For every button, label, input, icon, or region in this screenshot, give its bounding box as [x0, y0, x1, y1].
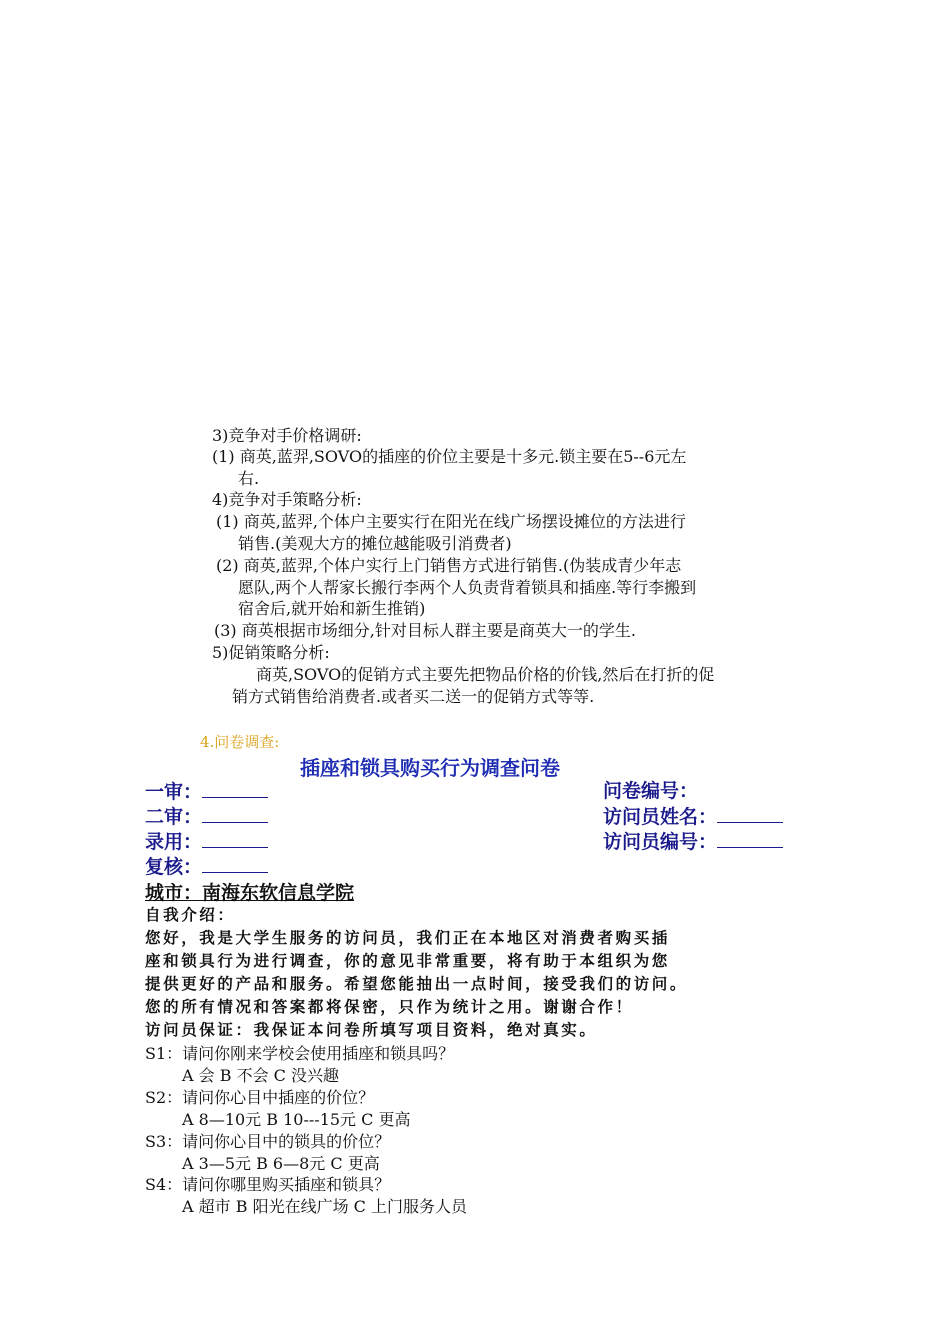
question-s3: S3：请问你心目中的锁具的价位？	[145, 1132, 391, 1151]
record-field	[145, 829, 268, 854]
review1-blank[interactable]	[202, 779, 268, 798]
question-s2: S2：请问你心目中插座的价位？	[145, 1088, 375, 1107]
intro-line-4: 您的所有情况和答案都将保密，只作为统计之用。谢谢合作！	[145, 998, 634, 1016]
recheck-label: 复核：	[145, 856, 203, 878]
review2-field	[145, 804, 268, 829]
price-research-heading: 3)竞争对手价格调研:	[212, 426, 362, 445]
answer-s1: A 会 B 不会 C 没兴趣	[182, 1066, 339, 1085]
strategy-item-1-cont: 销售.(美观大方的摊位越能吸引消费者)	[238, 534, 512, 553]
promo-text: 商英,SOVO的促销方式主要先把物品价格的价钱,然后在打折的促	[256, 665, 715, 684]
strategy-item-1: (1) 商英,蓝羿,个体户主要实行在阳光在线广场摆设摊位的方法进行	[216, 512, 686, 531]
city-line: 城市：南海东软信息学院	[145, 882, 355, 904]
review2-label: 二审：	[145, 806, 203, 828]
record-blank[interactable]	[202, 829, 268, 848]
interviewer-name-label: 访问员姓名：	[603, 806, 718, 828]
questionnaire-no-field	[603, 779, 698, 803]
interviewer-guarantee: 访问员保证：我保证本问卷所填写项目资料，绝对真实。	[145, 1021, 598, 1039]
price-item-1-cont: 右.	[238, 469, 260, 488]
survey-section-label: 4.问卷调查:	[200, 733, 280, 751]
recheck-blank[interactable]	[202, 854, 268, 873]
review1-field	[145, 779, 268, 804]
promo-text-cont: 销方式销售给消费者.或者买二送一的促销方式等等.	[232, 687, 595, 706]
price-item-1: (1) 商英,蓝羿,SOVO的插座的价位主要是十多元.锁主要在5--6元左	[212, 447, 687, 466]
record-label: 录用：	[145, 831, 203, 853]
intro-heading: 自我介绍：	[145, 906, 236, 924]
questionnaire-no-label: 问卷编号：	[603, 780, 699, 802]
answer-s3: A 3—5元 B 6—8元 C 更高	[182, 1154, 380, 1173]
question-s4: S4：请问你哪里购买插座和锁具？	[145, 1175, 391, 1194]
answer-s4: A 超市 B 阳光在线广场 C 上门服务人员	[182, 1197, 467, 1216]
interviewer-name-blank[interactable]	[717, 804, 783, 823]
question-s1: S1：请问你刚来学校会使用插座和锁具吗？	[145, 1044, 455, 1063]
intro-line-3: 提供更好的产品和服务。希望您能抽出一点时间，接受我们的访问。	[145, 975, 689, 993]
recheck-field	[145, 854, 268, 879]
interviewer-name-field	[603, 804, 783, 829]
review2-blank[interactable]	[202, 804, 268, 823]
survey-title: 插座和锁具购买行为调查问卷	[300, 756, 560, 780]
interviewer-no-field	[603, 829, 783, 854]
interviewer-no-label: 访问员编号：	[603, 831, 718, 853]
strategy-heading: 4)竞争对手策略分析:	[212, 490, 362, 509]
strategy-item-2-cont: 愿队,两个人帮家长搬行李两个人负责背着锁具和插座.等行李搬到	[238, 578, 697, 597]
strategy-item-2-cont2: 宿舍后,就开始和新生推销)	[238, 599, 426, 618]
promo-heading: 5)促销策略分析:	[212, 643, 330, 662]
strategy-item-3: (3) 商英根据市场细分,针对目标人群主要是商英大一的学生.	[214, 621, 636, 640]
answer-s2: A 8—10元 B 10---15元 C 更高	[182, 1110, 411, 1129]
intro-line-2: 座和锁具行为进行调查，你的意见非常重要，将有助于本组织为您	[145, 952, 670, 970]
strategy-item-2: (2) 商英,蓝羿,个体户实行上门销售方式进行销售.(伪装成青少年志	[216, 556, 682, 575]
interviewer-no-blank[interactable]	[717, 829, 783, 848]
intro-line-1: 您好，我是大学生服务的访问员，我们正在本地区对消费者购买插	[145, 929, 670, 947]
review1-label: 一审：	[145, 781, 203, 803]
